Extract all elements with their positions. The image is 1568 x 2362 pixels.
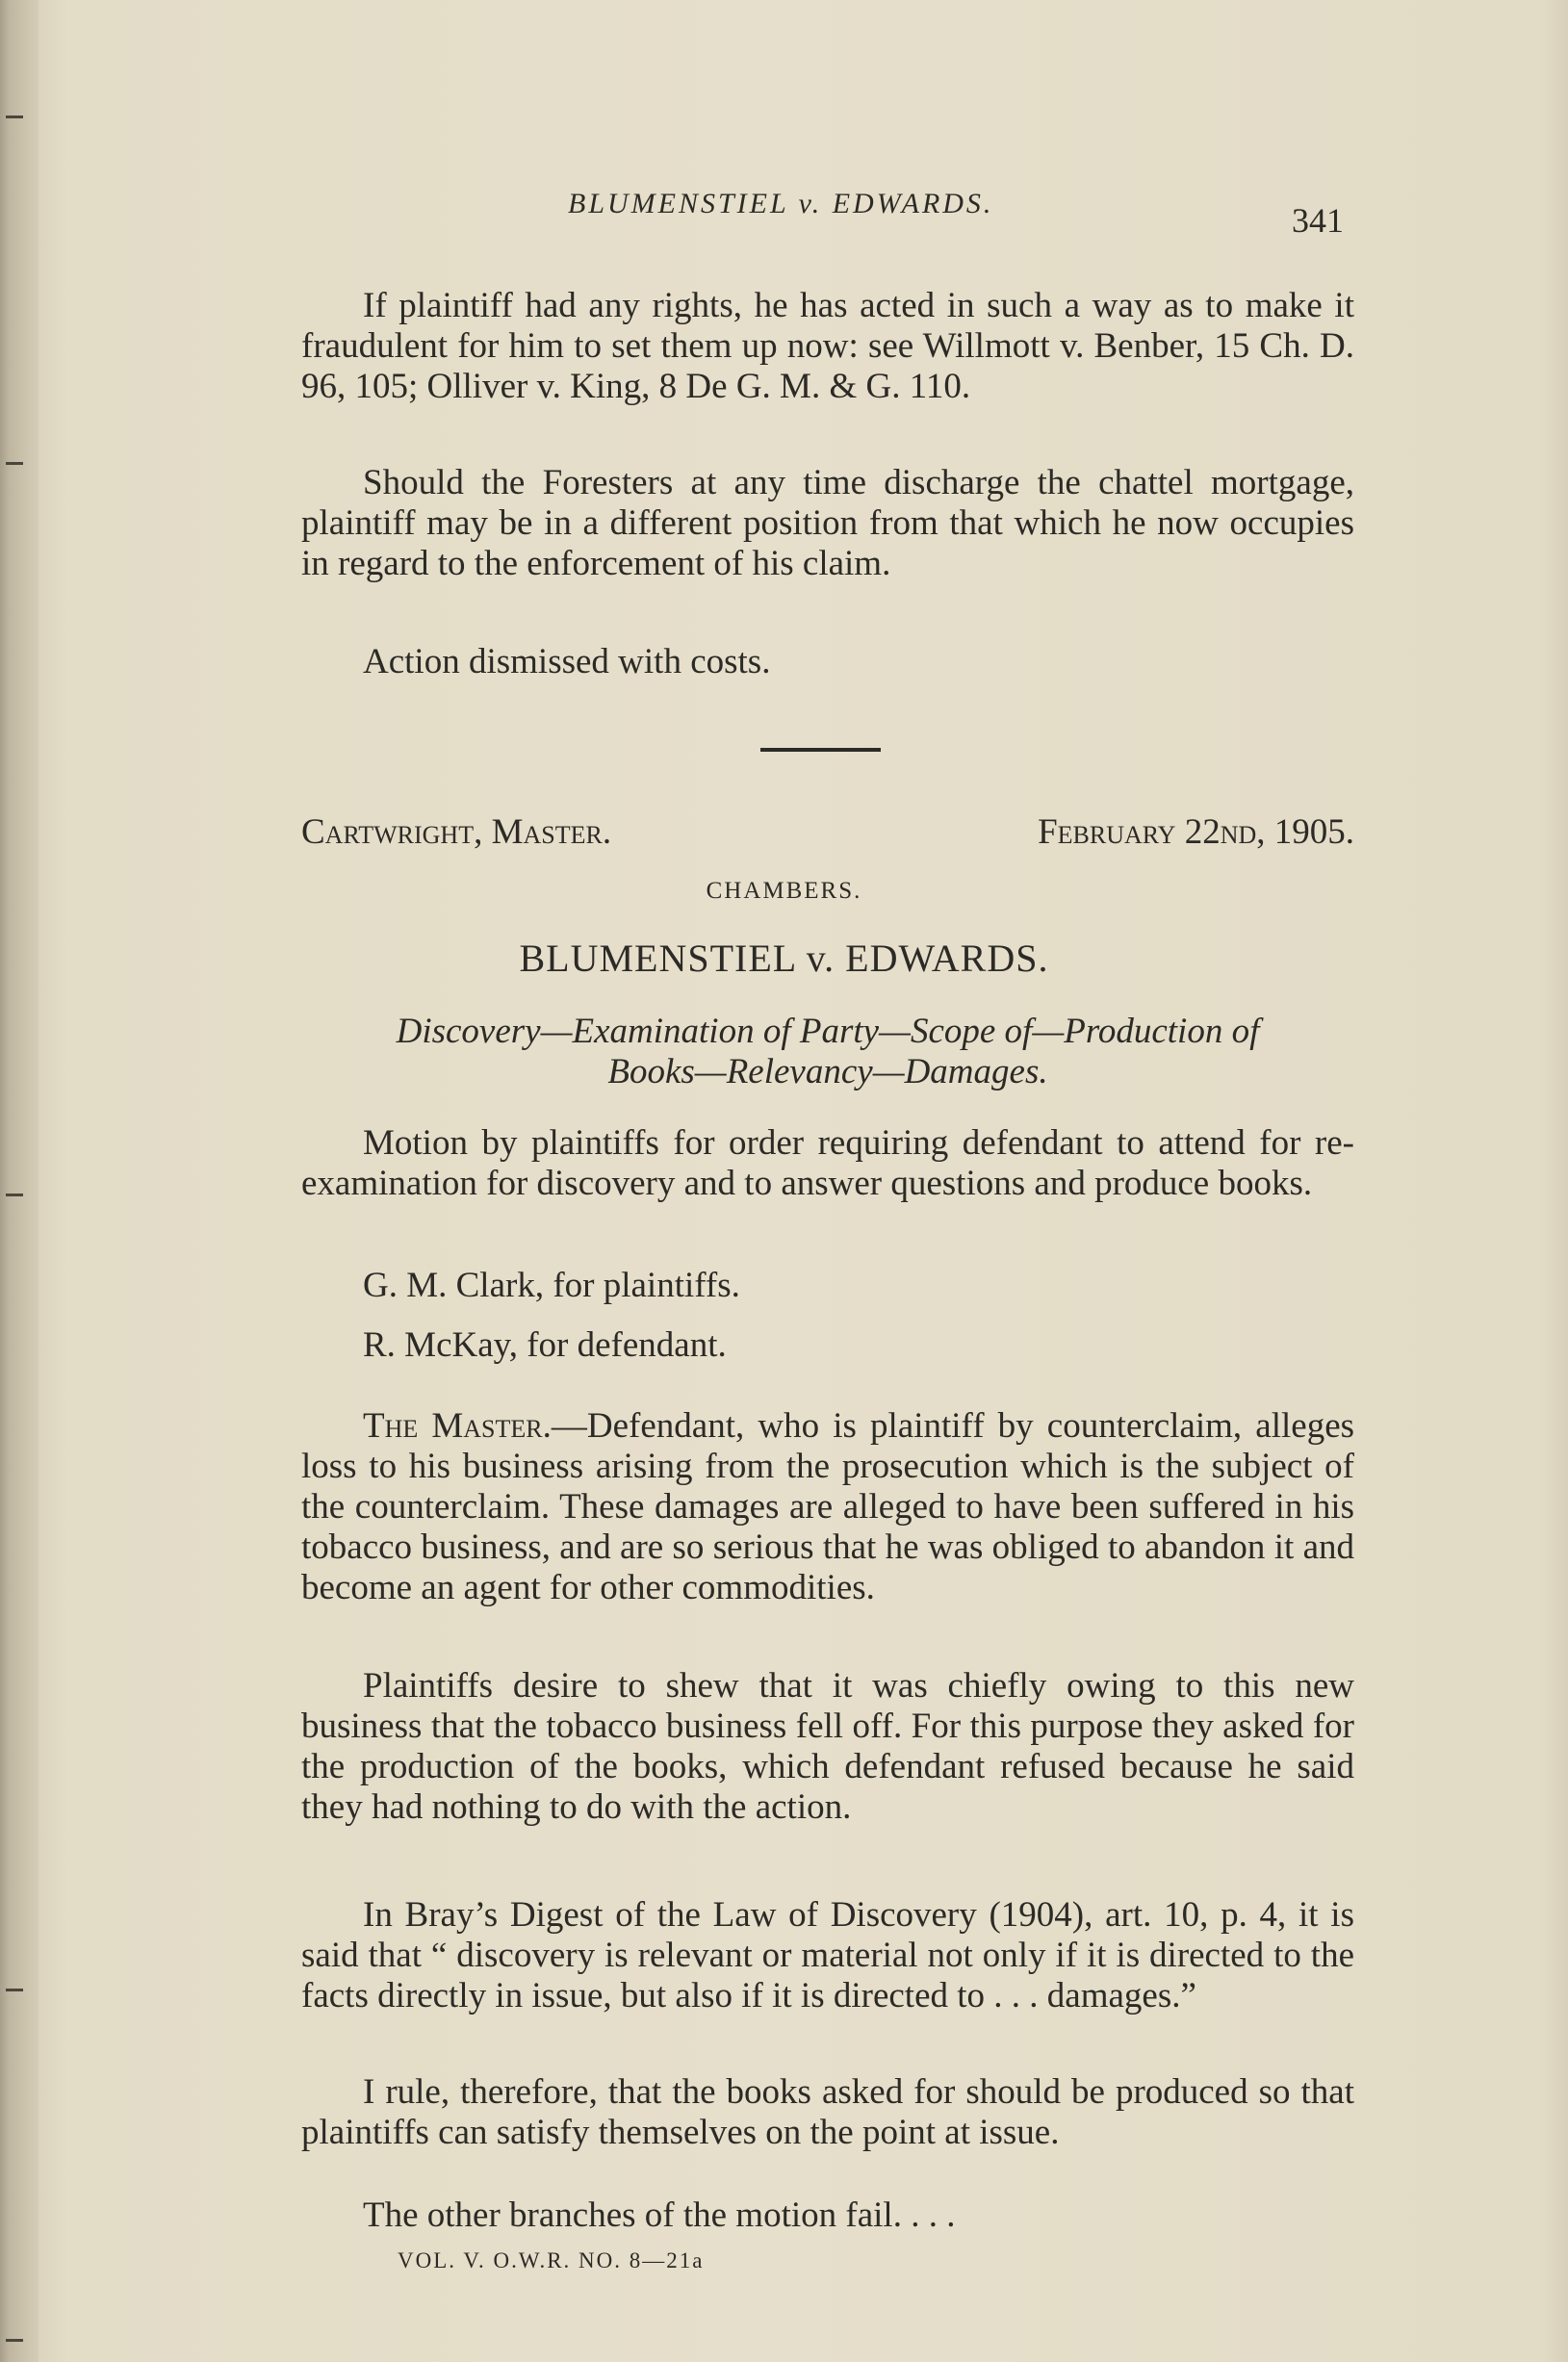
headnote [301,1012,1354,1092]
prior-case-conclusion: Action dismissed with costs. [363,642,771,681]
section-divider [760,748,881,752]
binding-mark [6,462,23,465]
judge-name: Cartwright, Master. [301,812,612,852]
decision-date: February 22nd, 1905. [1038,812,1354,852]
prior-case-paragraph-2: Should the Foresters at any time discharge the chattel mortgage, plaintiff may be in a different position from that which he now occupies in regard to the enforcement of his claim. [301,463,1354,583]
judgment-paragraph-4: I rule, therefore, that the books asked for should be produced so that plaintiffs can satisfy themselves on the point at issue. [301,2072,1354,2152]
binding-mark [6,116,23,118]
page-number: 341 [1292,201,1344,240]
binding-edge [0,0,39,2362]
binding-mark [6,1989,23,1991]
binding-mark [6,2339,23,2342]
court-line [301,811,1354,854]
judgment-opening: —Defendant, who is plaintiff by counterclaim, alleges loss to his business arising from the prosecution which is the subject of the counterclaim. These damages are alleged to have been suffered in his tobacco business, and are so serious that he was obliged to abandon it and become an agent for other commodities. [301,1406,1355,1607]
volume-footer: VOL. V. O.W.R. NO. 8—21a [398,2248,705,2272]
judgment-paragraph-5: The other branches of the motion fail. . . . [363,2195,956,2235]
headnote-line-1: Discovery—Examination of Party—Scope of—Production of [396,1012,1260,1051]
counsel-plaintiffs: G. M. Clark, for plaintiffs. [363,1266,740,1305]
case-title: BLUMENSTIEL v. EDWARDS. [519,937,1049,980]
headnote-line-2: Books—Relevancy—Damages. [607,1052,1048,1091]
judgment-speaker: The Master. [363,1406,552,1446]
judgment-paragraph-3: In Bray’s Digest of the Law of Discovery (1904), art. 10, p. 4, it is said that “ discovery is relevant or material not only if it is directed to the facts directly in issue, but also if it is directed to . . . damages.” [301,1895,1354,2015]
court-chambers: CHAMBERS. [706,878,862,904]
prior-case-paragraph-1: If plaintiff had any rights, he has acted in such a way as to make it fraudulent for him to set them up now: see Willmott v. Benber, 15 Ch. D. 96, 105; Olliver v. King, 8 De G. M. & G. 110. [301,286,1354,406]
binding-mark [6,1194,23,1196]
motion-paragraph: Motion by plaintiffs for order requiring defendant to attend for re-examination for discovery and to answer questions and produce books. [301,1123,1354,1203]
judgment-paragraph-1 [301,1406,1354,1608]
running-header-title: BLUMENSTIEL v. EDWARDS. [568,188,994,219]
counsel-defendant: R. McKay, for defendant. [363,1325,727,1365]
judgment-paragraph-2: Plaintiffs desire to shew that it was chiefly owing to this new business that the tobacco business fell off. For this purpose they asked for the production of the books, which defendant refused because he said they had nothing to do with the action. [301,1666,1354,1827]
